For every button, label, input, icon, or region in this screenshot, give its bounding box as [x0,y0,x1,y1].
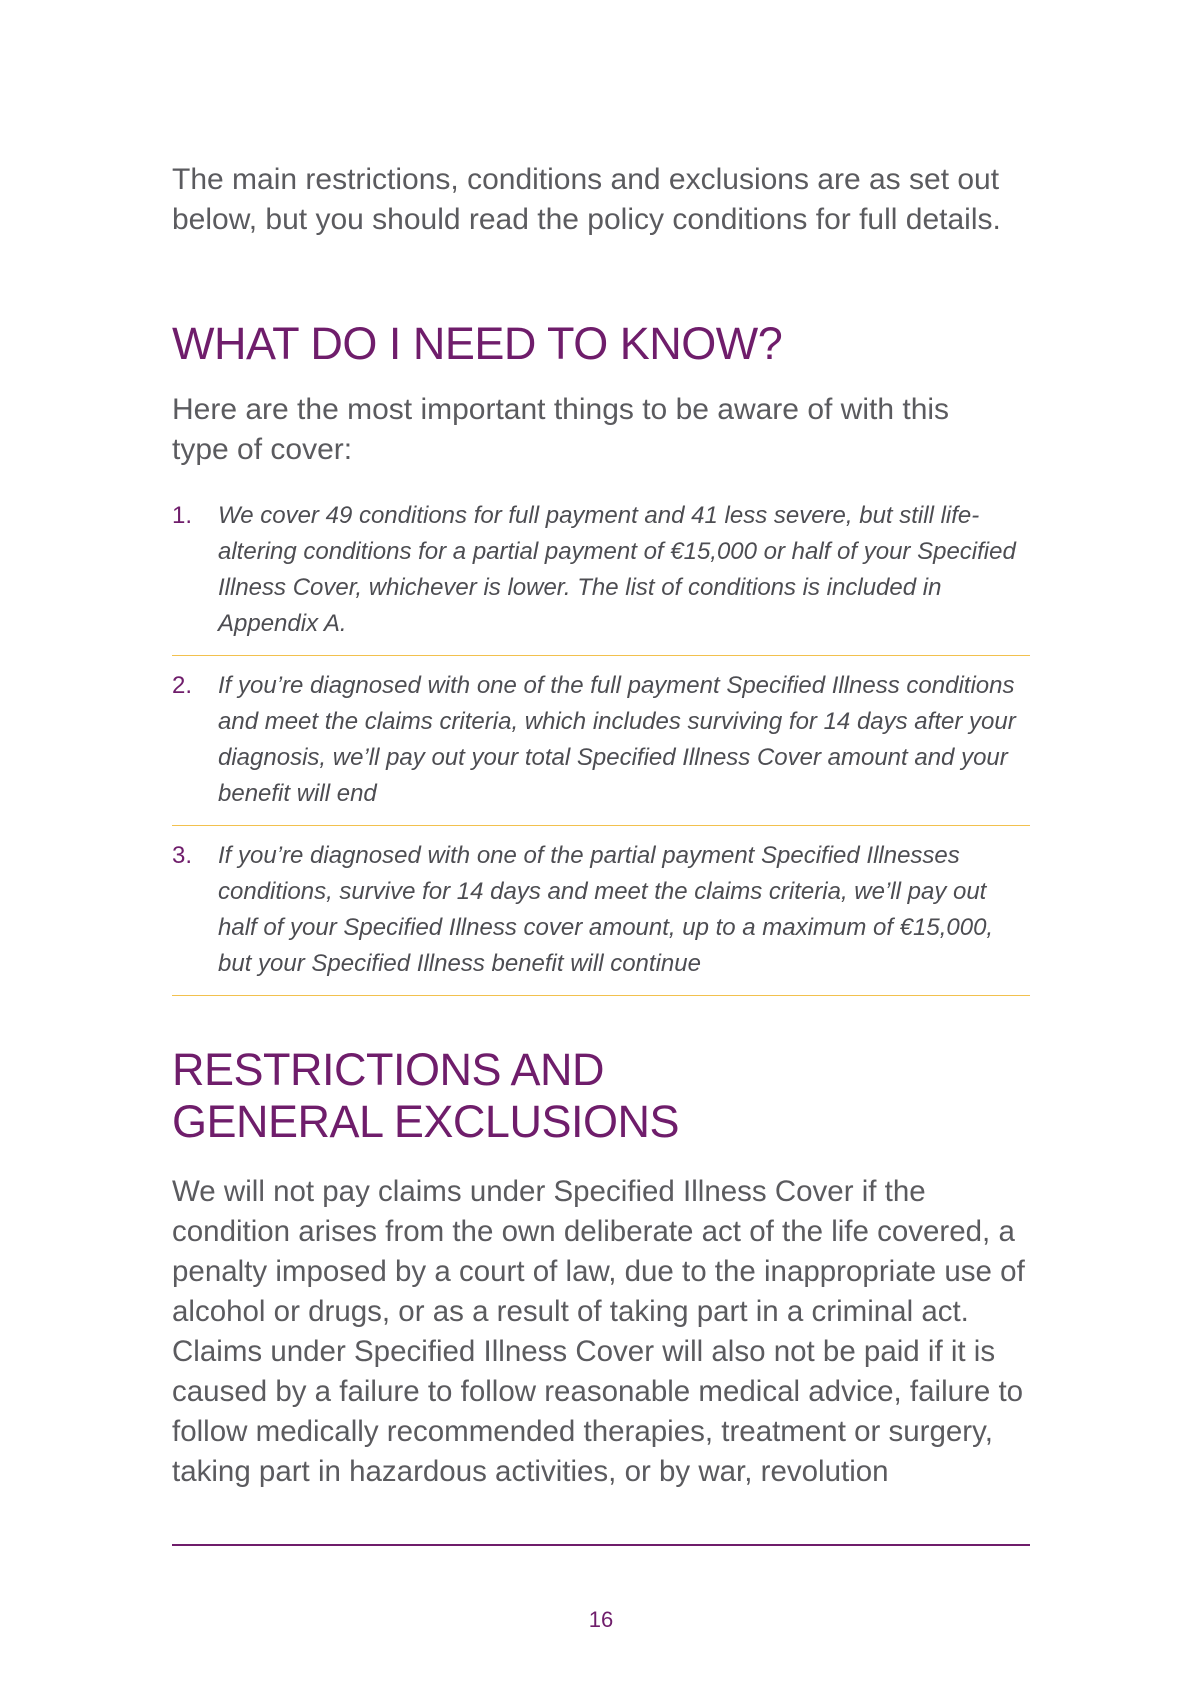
list-item-number: 2. [172,672,193,699]
exclusions-paragraph: We will not pay claims under Specified Illness Cover if the condition arises from the own deliberate act of the life covered, a penalty imposed by a court of law, due to the inappropriate use of alcohol or drugs, or as a result of taking part in a criminal act. Claims under Specified Illness Cover will also not be paid if it is caused by a failure to follow reasonable medical advice, failure to follow medically recommended therapies, treatment or surgery, taking part in hazardous activities, or by war, revolution [172,1175,1025,1488]
intro-paragraph: The main restrictions, conditions and exclusions are as set out below, but you should read the policy conditions for full details. [172,163,1001,236]
page-number: 16 [588,1607,614,1632]
section-lead-paragraph: Here are the most important things to be aware of with this type of cover: [172,393,950,466]
list-item-text: If you’re diagnosed with one of the partial payment Specified Illnesses conditions, survive for 14 days and meet the claims criteria, we’ll pay out half of your Specified Illness cover amount, up to a maximum of €15,000, but your Specified Illness benefit will continue [218,842,994,977]
important-things-list [172,498,1030,996]
list-item-text: If you’re diagnosed with one of the full payment Specified Illness conditions and meet the claims criteria, which includes surviving for 14 days after your diagnosis, we’ll pay out your total Specified Illness Cover amount and your benefit will end [218,672,1016,807]
section-heading-line-1: RESTRICTIONS AND [172,1044,605,1095]
footer-divider [172,1544,1030,1546]
list-item-number: 3. [172,842,193,869]
list-item [172,826,1030,996]
list-item-text: We cover 49 conditions for full payment and 41 less severe, but still life-altering conditions for a partial payment of €15,000 or half of your Specified Illness Cover, whichever is lower. The list of conditions is included in Appendix A. [218,502,1016,637]
document-page [172,160,1030,1492]
list-item [172,656,1030,826]
list-item-number: 1. [172,502,193,529]
list-item [172,498,1030,656]
section-heading-what-to-know: WHAT DO I NEED TO KNOW? [172,318,783,369]
section-heading-line-2: GENERAL EXCLUSIONS [172,1096,679,1147]
section-heading-restrictions [172,1044,1030,1148]
